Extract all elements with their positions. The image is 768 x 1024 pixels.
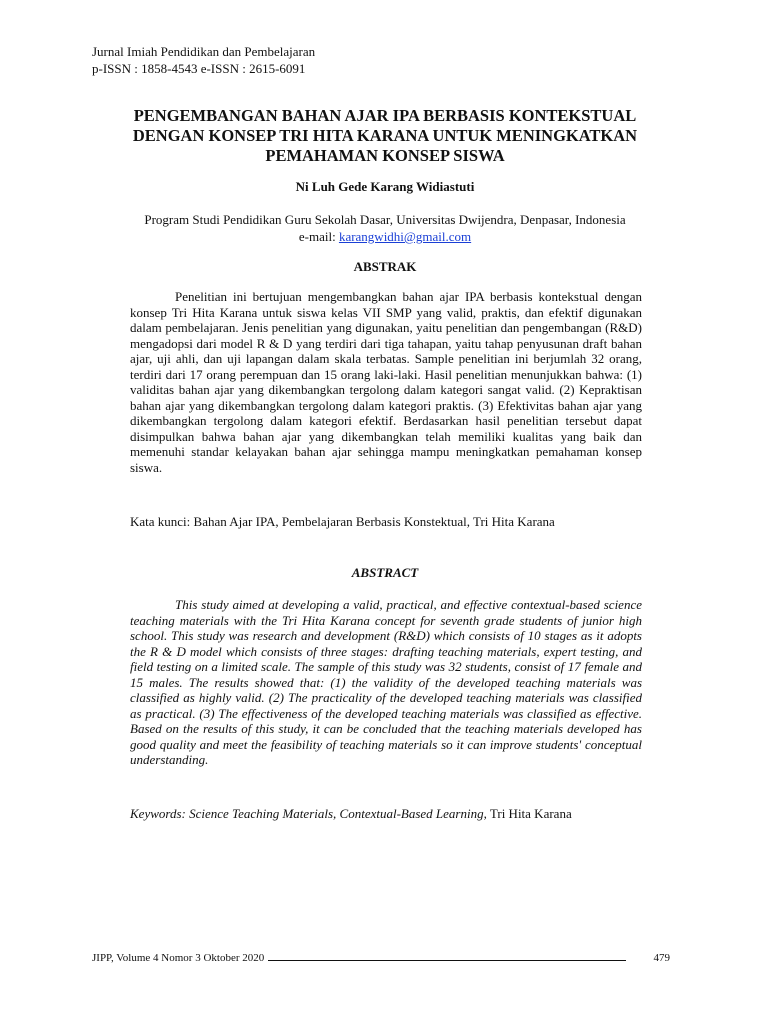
page-footer	[92, 952, 670, 964]
abstract-keywords	[130, 806, 650, 822]
email-label: e-mail:	[298, 229, 339, 244]
abstract-keywords-plain: , Tri Hita Karana	[483, 806, 572, 821]
author-affiliation: Program Studi Pendidikan Guru Sekolah Dasar, Universitas Dwijendra, Denpasar, Indonesia	[144, 212, 626, 227]
journal-header	[92, 43, 315, 77]
journal-name: Jurnal Imiah Pendidikan dan Pembelajaran	[92, 44, 316, 59]
footer-rule	[268, 960, 626, 961]
abstract-heading: ABSTRACT	[351, 565, 419, 580]
footer-page-number: 479	[653, 952, 670, 964]
journal-issn: p-ISSN : 1858-4543 e-ISSN : 2615-6091	[92, 61, 306, 76]
footer-journal-issue: JIPP, Volume 4 Nomor 3 Oktober 2020	[92, 952, 265, 964]
email-link[interactable]: karangwidhi@gmail.com	[338, 229, 472, 244]
abstrak-body: Penelitian ini bertujuan mengembangkan bahan ajar IPA berbasis kontekstual dengan konsep Tri Hita Karana untuk siswa kelas VII SMP yang valid, praktis, dan efektif digunakan dalam pembelajaran. Jenis penelitian yang digunakan, yaitu penelitian dan pengembangan (R&D) mengadopsi dari model R & D yang terdiri dari tiga tahapan, yaitu tahap penyusunan draft bahan ajar, uji ahli, dan uji lapangan dalam skala terbatas. Sample penelitian ini berjumlah 32 orang, terdiri dari 17 orang perempuan dan 15 orang laki-laki. Hasil penelitian menunjukkan bahwa: (1) validitas bahan ajar yang dikembangkan tergolong dalam kategori sangat valid. (2) Kepraktisan bahan ajar yang dikembangkan tergolong dalam kategori praktis. (3) Efektivitas bahan ajar yang dikembangkan tergolong dalam kategori efektif. Berdasarkan hasil penelitian tersebut dapat disimpulkan bahwa bahan ajar yang dikembangkan telah memiliki kualitas yang baik dan memenuhi standar kelayakan bahan ajar sehingga mampu meningkatkan pemahaman konsep siswa.	[130, 289, 642, 475]
author-email-line	[80, 228, 690, 245]
article-author: Ni Luh Gede Karang Widiastuti	[295, 179, 475, 194]
abstract-body: This study aimed at developing a valid, practical, and effective contextual-based science teaching materials with the Tri Hita Karana concept for seventh grade students of junior high school. This study was research and development (R&D) which consists of 10 stages as it adopts the R & D model which consists of three stages: drafting teaching materials, expert testing, and field testing on a limited scale. The sample of this study was 32 students, consist of 17 female and 15 males. The results showed that: (1) the validity of the developed teaching materials was classified as highly valid. (2) The practicality of the developed teaching materials was classified as practical. (3) The effectiveness of the developed teaching materials was classified as effective. Based on the results of this study, it can be concluded that the teaching materials developed has good quality and meet the feasibility of teaching materials so it can improve students' conceptual understanding.	[130, 597, 642, 767]
abstract-keywords-italic: Keywords: Science Teaching Materials, Contextual-Based Learning	[130, 806, 484, 821]
author-affiliation-block	[80, 211, 690, 245]
abstrak-heading: ABSTRAK	[353, 259, 417, 274]
article-title: PENGEMBANGAN BAHAN AJAR IPA BERBASIS KONTEKSTUAL DENGAN KONSEP TRI HITA KARANA UNTUK MENINGKATKAN PEMAHAMAN KONSEP SISWA	[132, 106, 638, 165]
abstrak-keywords: Kata kunci: Bahan Ajar IPA, Pembelajaran Berbasis Konstektual, Tri Hita Karana	[130, 514, 555, 529]
